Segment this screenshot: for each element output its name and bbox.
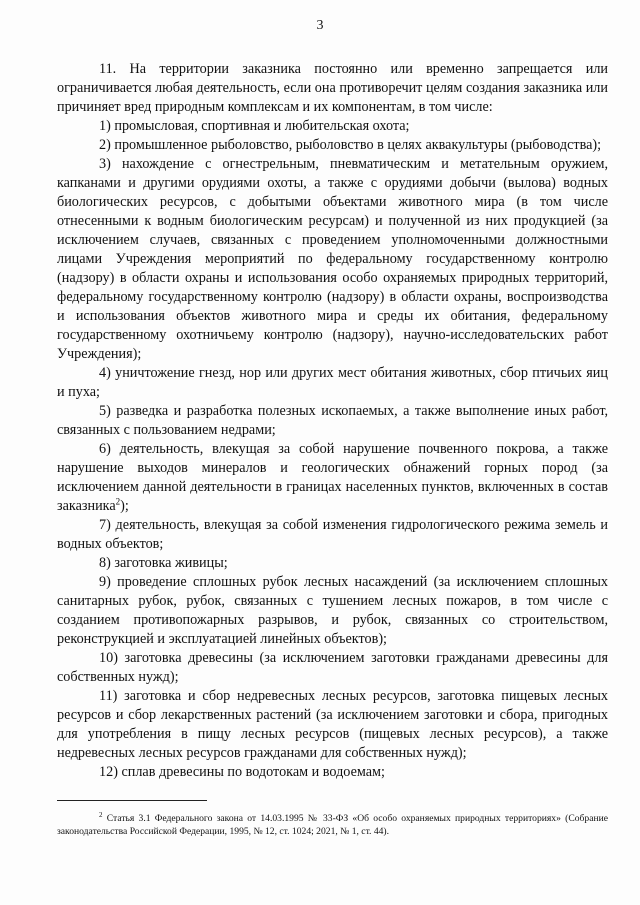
- page-number: 3: [316, 18, 324, 33]
- list-item-12: 12) сплав древесины по водотокам и водоемам;: [99, 764, 385, 780]
- list-item-9: 9) проведение сплошных рубок лесных насаждений (за исключением сплошных санитарных рубок, рубок, связанных с тушением лесных пожаров, в том числе с созданием противопожарных разрывов, и рубок, связанных со строительством, реконструкцией и эксплуатацией линейных объектов);: [57, 574, 608, 647]
- list-item-1: 1) промысловая, спортивная и любительская охота;: [99, 118, 410, 134]
- list-item-6-tail: );: [120, 498, 129, 514]
- list-item-10: 10) заготовка древесины (за исключением заготовки гражданами древесины для собственных нужд);: [57, 650, 608, 685]
- footnote-mark: 2: [99, 811, 103, 819]
- body-text: [57, 60, 608, 782]
- footnote-text: Статья 3.1 Федерального закона от 14.03.1995 № 33-ФЗ «Об особо охраняемых природных территориях» (Собрание законодательства Российской Федерации, 1995, № 12, ст. 1024; 2021, № 1, ст. 44).: [57, 813, 608, 838]
- list-item-8: 8) заготовка живицы;: [99, 555, 228, 571]
- paragraph-item-11: 11. На территории заказника постоянно или временно запрещается или ограничивается любая деятельность, если она противоречит целям создания заказника или причиняет вред природным комплексам и их компонентам, в том числе:: [57, 61, 608, 115]
- list-item-11: 11) заготовка и сбор недревесных лесных ресурсов, заготовка пищевых лесных ресурсов и сбор лекарственных растений (за исключением заготовки и сбора, пригодных для употребления в пищу лесных ресурсов (пищевых лесных ресурсов), а также недревесных лесных ресурсов гражданами для собственных нужд);: [57, 688, 608, 761]
- list-item-5: 5) разведка и разработка полезных ископаемых, а также выполнение иных работ, связанных с пользованием недрами;: [57, 403, 608, 438]
- list-item-6: [57, 440, 608, 516]
- list-item-2: 2) промышленное рыболовство, рыболовство в целях аквакультуры (рыбоводства);: [99, 137, 602, 153]
- list-item-4: 4) уничтожение гнезд, нор или других мест обитания животных, сбор птичьих яиц и пуха;: [57, 365, 608, 400]
- list-item-3: 3) нахождение с огнестрельным, пневматическим и метательным оружием, капканами и другими орудиями охоты, а также с орудиями добычи (вылова) водных биологических ресурсов, с добытыми объектами животного мира (в том числе отнесенными к водным биологическим ресурсам) и полученной из них продукцией (за исключением случаев, связанных с проведением уполномоченными должностными лицами Учреждения мероприятий по федеральному государственному контролю (надзору) в области охраны и использования особо охраняемых природных территорий, федеральному государственному контролю (надзору) в области охраны, воспроизводства и использования объектов животного мира и среды их обитания, федеральному государственному охотничьему контролю (надзору), научно-исследовательских работ Учреждения);: [57, 156, 608, 362]
- list-item-7: 7) деятельность, влекущая за собой изменения гидрологического режима земель и водных объектов;: [57, 517, 608, 552]
- footnote-divider: [57, 800, 207, 801]
- footnote-reference: 2: [115, 496, 121, 507]
- footnote: [57, 809, 608, 838]
- list-item-6-text: 6) деятельность, влекущая за собой нарушение почвенного покрова, а также нарушение выходов минералов и геологических обнажений горных пород (за исключением данной деятельности в границах населенных пунктов, включенных в состав заказника: [57, 441, 608, 514]
